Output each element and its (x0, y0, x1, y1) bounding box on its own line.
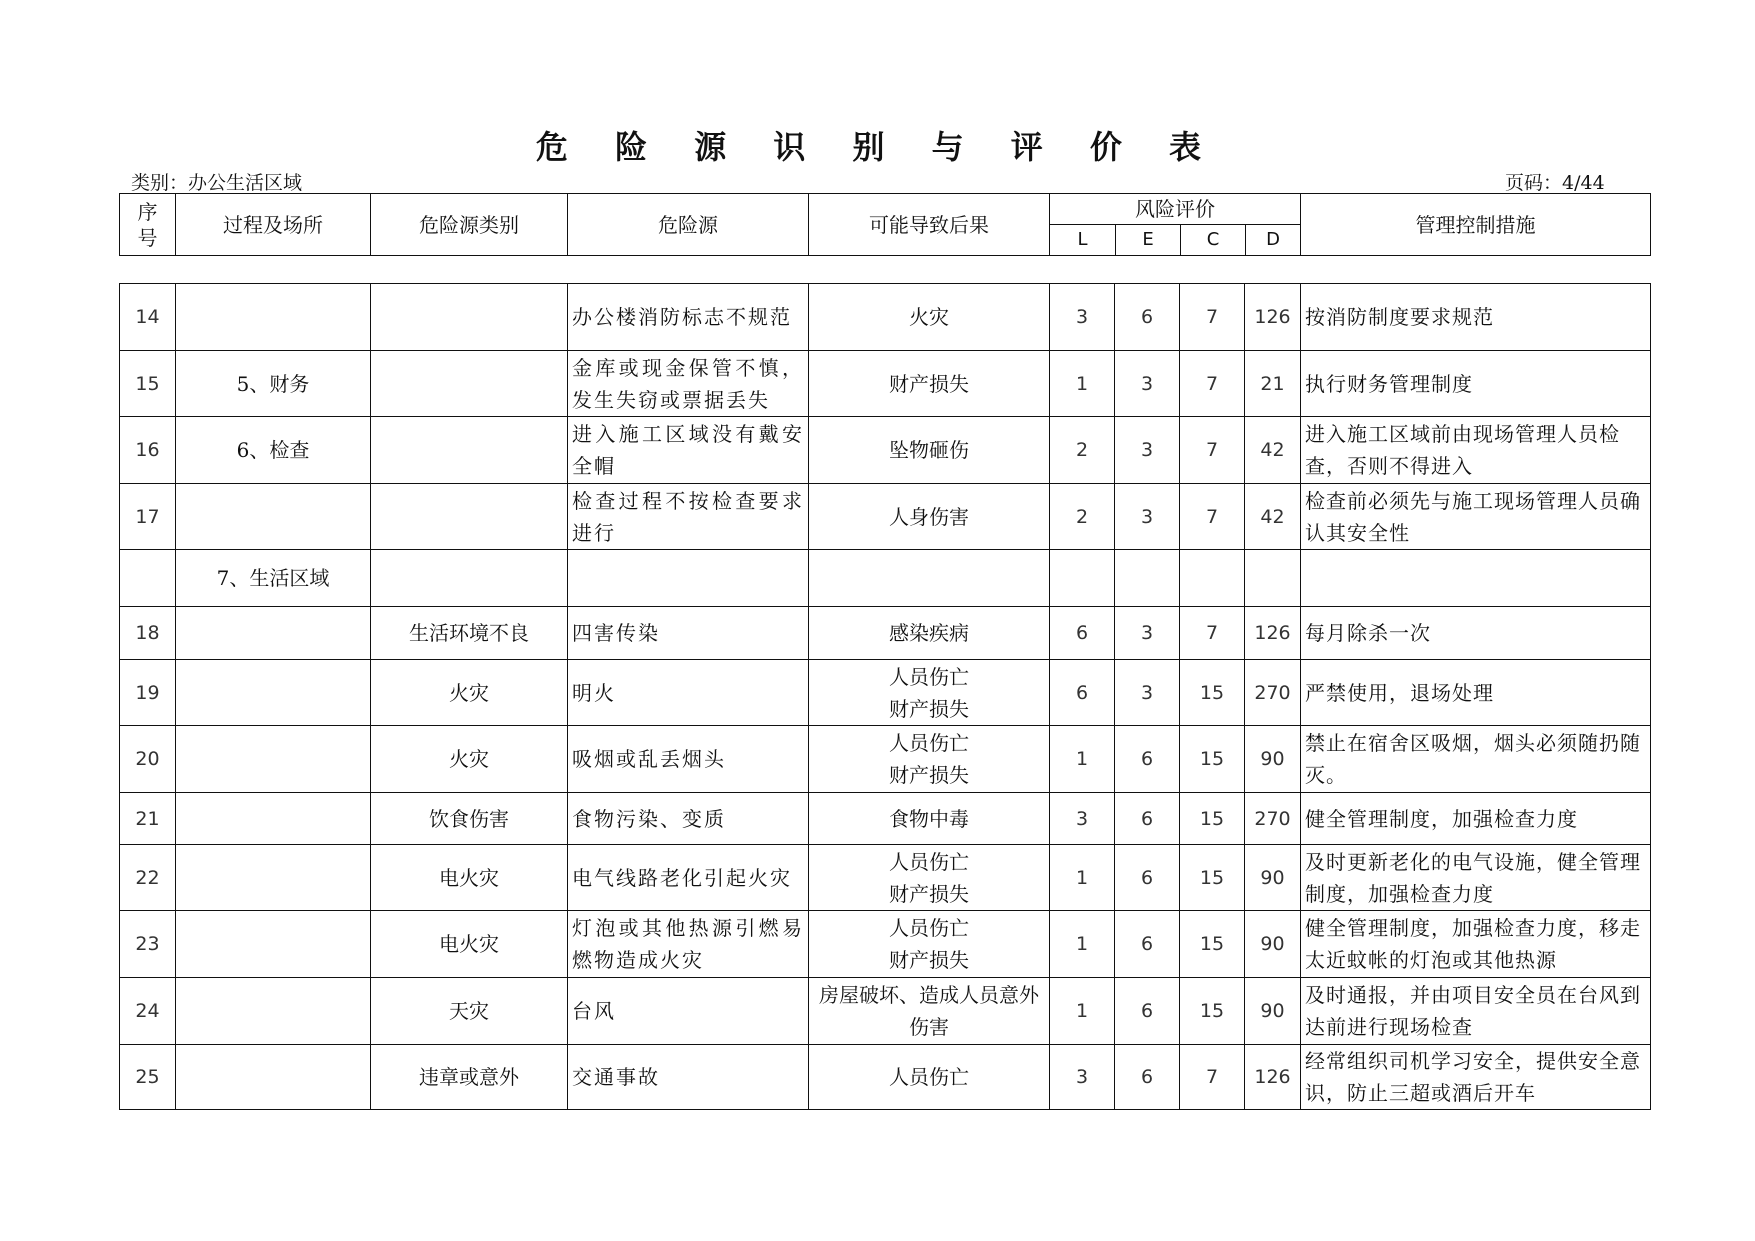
header-consequence: 可能导致后果 (809, 194, 1050, 256)
cell-measure: 及时更新老化的电气设施，健全管理制度，加强检查力度 (1301, 845, 1651, 911)
header-table (119, 193, 1651, 256)
cell-hazard: 金库或现金保管不慎，发生失窃或票据丢失 (568, 351, 809, 417)
cell-e: 6 (1115, 726, 1180, 793)
cell-e: 6 (1115, 1045, 1180, 1110)
cell-hazard: 台风 (568, 978, 809, 1045)
cell-hazard: 食物污染、变质 (568, 793, 809, 845)
cell-consequence: 人员伤亡 财产损失 (809, 845, 1050, 911)
cell-consequence: 人员伤亡 财产损失 (809, 726, 1050, 793)
cell-consequence: 人员伤亡 财产损失 (809, 660, 1050, 726)
cell-seq: 17 (120, 484, 176, 550)
cell-measure: 健全管理制度，加强检查力度 (1301, 793, 1651, 845)
cell-measure (1301, 550, 1651, 607)
cell-seq: 15 (120, 351, 176, 417)
cell-e: 3 (1115, 351, 1180, 417)
cell-process: 7、生活区域 (176, 550, 371, 607)
cell-seq: 23 (120, 911, 176, 978)
table-row (120, 978, 1651, 1045)
cell-d: 90 (1245, 845, 1301, 911)
cell-hazard-type: 饮食伤害 (371, 793, 568, 845)
table-row (120, 845, 1651, 911)
cell-hazard: 办公楼消防标志不规范 (568, 284, 809, 351)
cell-l: 1 (1050, 911, 1115, 978)
cell-l: 1 (1050, 845, 1115, 911)
cell-hazard-type (371, 284, 568, 351)
cell-d (1245, 550, 1301, 607)
header-seq: 序 号 (120, 194, 176, 256)
cell-hazard: 交通事故 (568, 1045, 809, 1110)
cell-hazard (568, 550, 809, 607)
cell-hazard-type (371, 484, 568, 550)
cell-seq: 16 (120, 417, 176, 484)
cell-measure: 进入施工区域前由现场管理人员检查，否则不得进入 (1301, 417, 1651, 484)
header-hazard-type: 危险源类别 (371, 194, 568, 256)
cell-measure: 检查前必须先与施工现场管理人员确认其安全性 (1301, 484, 1651, 550)
cell-seq: 25 (120, 1045, 176, 1110)
cell-hazard: 吸烟或乱丢烟头 (568, 726, 809, 793)
cell-seq: 24 (120, 978, 176, 1045)
cell-hazard-type: 电火灾 (371, 911, 568, 978)
cell-hazard-type: 火灾 (371, 726, 568, 793)
table-row (120, 793, 1651, 845)
cell-process: 5、财务 (176, 351, 371, 417)
cell-process (176, 978, 371, 1045)
table-row (120, 284, 1651, 351)
cell-l: 2 (1050, 417, 1115, 484)
cell-process (176, 484, 371, 550)
cell-consequence: 人员伤亡 (809, 1045, 1050, 1110)
cell-c: 7 (1180, 607, 1245, 660)
cell-seq: 18 (120, 607, 176, 660)
cell-l (1050, 550, 1115, 607)
cell-process (176, 793, 371, 845)
cell-seq: 21 (120, 793, 176, 845)
cell-consequence: 食物中毒 (809, 793, 1050, 845)
cell-consequence: 感染疾病 (809, 607, 1050, 660)
cell-seq: 20 (120, 726, 176, 793)
hazard-table (119, 283, 1651, 1110)
cell-hazard: 电气线路老化引起火灾 (568, 845, 809, 911)
cell-c: 15 (1180, 726, 1245, 793)
cell-l: 3 (1050, 793, 1115, 845)
cell-seq: 14 (120, 284, 176, 351)
table-row (120, 1045, 1651, 1110)
cell-process (176, 911, 371, 978)
cell-e: 3 (1115, 484, 1180, 550)
cell-d: 21 (1245, 351, 1301, 417)
cell-seq (120, 550, 176, 607)
cell-c: 7 (1180, 351, 1245, 417)
table-row (120, 351, 1651, 417)
header-measures: 管理控制措施 (1301, 194, 1651, 256)
cell-measure: 执行财务管理制度 (1301, 351, 1651, 417)
cell-hazard-type (371, 417, 568, 484)
cell-measure: 禁止在宿舍区吸烟，烟头必须随扔随灭。 (1301, 726, 1651, 793)
category-label: 类别：办公生活区域 (131, 172, 303, 194)
cell-c: 7 (1180, 1045, 1245, 1110)
cell-consequence: 财产损失 (809, 351, 1050, 417)
cell-process (176, 726, 371, 793)
cell-d: 270 (1245, 660, 1301, 726)
document-title: 危 险 源 识 别 与 评 价 表 (535, 128, 1220, 166)
cell-measure: 严禁使用，退场处理 (1301, 660, 1651, 726)
cell-d: 90 (1245, 726, 1301, 793)
cell-hazard-type (371, 351, 568, 417)
cell-consequence: 坠物砸伤 (809, 417, 1050, 484)
cell-e: 6 (1115, 911, 1180, 978)
header-risk-eval: 风险评价 (1050, 194, 1301, 225)
cell-process (176, 660, 371, 726)
cell-d: 270 (1245, 793, 1301, 845)
cell-hazard-type: 生活环境不良 (371, 607, 568, 660)
cell-hazard-type: 火灾 (371, 660, 568, 726)
cell-l: 1 (1050, 726, 1115, 793)
cell-hazard: 四害传染 (568, 607, 809, 660)
header-e: E (1116, 225, 1181, 256)
cell-e: 3 (1115, 417, 1180, 484)
table-row (120, 726, 1651, 793)
cell-e: 6 (1115, 978, 1180, 1045)
cell-c: 15 (1180, 978, 1245, 1045)
cell-e: 3 (1115, 660, 1180, 726)
cell-d: 90 (1245, 911, 1301, 978)
cell-c (1180, 550, 1245, 607)
cell-d: 42 (1245, 417, 1301, 484)
cell-consequence: 火灾 (809, 284, 1050, 351)
cell-e: 6 (1115, 793, 1180, 845)
cell-l: 3 (1050, 1045, 1115, 1110)
cell-seq: 19 (120, 660, 176, 726)
cell-d: 90 (1245, 978, 1301, 1045)
cell-measure: 按消防制度要求规范 (1301, 284, 1651, 351)
cell-c: 15 (1180, 845, 1245, 911)
header-d: D (1246, 225, 1301, 256)
cell-l: 1 (1050, 978, 1115, 1045)
cell-c: 7 (1180, 484, 1245, 550)
cell-hazard: 明火 (568, 660, 809, 726)
cell-d: 126 (1245, 1045, 1301, 1110)
cell-consequence: 人员伤亡 财产损失 (809, 911, 1050, 978)
header-hazard: 危险源 (568, 194, 809, 256)
page-number: 页码：4/44 (1505, 172, 1605, 194)
table-row (120, 417, 1651, 484)
cell-e: 3 (1115, 607, 1180, 660)
cell-c: 7 (1180, 284, 1245, 351)
cell-c: 15 (1180, 660, 1245, 726)
header-c: C (1181, 225, 1246, 256)
table-row (120, 484, 1651, 550)
table-row (120, 607, 1651, 660)
cell-e: 6 (1115, 845, 1180, 911)
cell-process (176, 1045, 371, 1110)
cell-c: 7 (1180, 417, 1245, 484)
cell-process: 6、检查 (176, 417, 371, 484)
cell-e (1115, 550, 1180, 607)
cell-l: 3 (1050, 284, 1115, 351)
cell-measure: 健全管理制度，加强检查力度，移走太近蚊帐的灯泡或其他热源 (1301, 911, 1651, 978)
cell-measure: 经常组织司机学习安全，提供安全意识，防止三超或酒后开车 (1301, 1045, 1651, 1110)
header-l: L (1050, 225, 1116, 256)
table-row (120, 550, 1651, 607)
cell-hazard: 进入施工区域没有戴安全帽 (568, 417, 809, 484)
cell-l: 6 (1050, 607, 1115, 660)
cell-hazard-type (371, 550, 568, 607)
header-process: 过程及场所 (176, 194, 371, 256)
cell-measure: 每月除杀一次 (1301, 607, 1651, 660)
cell-l: 2 (1050, 484, 1115, 550)
cell-consequence: 人身伤害 (809, 484, 1050, 550)
cell-l: 6 (1050, 660, 1115, 726)
cell-hazard-type: 天灾 (371, 978, 568, 1045)
table-row (120, 911, 1651, 978)
cell-hazard: 灯泡或其他热源引燃易燃物造成火灾 (568, 911, 809, 978)
table-row (120, 660, 1651, 726)
cell-c: 15 (1180, 793, 1245, 845)
cell-d: 42 (1245, 484, 1301, 550)
cell-d: 126 (1245, 607, 1301, 660)
cell-process (176, 284, 371, 351)
cell-hazard: 检查过程不按检查要求进行 (568, 484, 809, 550)
cell-process (176, 607, 371, 660)
cell-c: 15 (1180, 911, 1245, 978)
cell-seq: 22 (120, 845, 176, 911)
cell-hazard-type: 违章或意外 (371, 1045, 568, 1110)
cell-d: 126 (1245, 284, 1301, 351)
cell-l: 1 (1050, 351, 1115, 417)
cell-hazard-type: 电火灾 (371, 845, 568, 911)
cell-process (176, 845, 371, 911)
cell-consequence (809, 550, 1050, 607)
cell-consequence: 房屋破坏、造成人员意外伤害 (809, 978, 1050, 1045)
cell-measure: 及时通报，并由项目安全员在台风到达前进行现场检查 (1301, 978, 1651, 1045)
cell-e: 6 (1115, 284, 1180, 351)
